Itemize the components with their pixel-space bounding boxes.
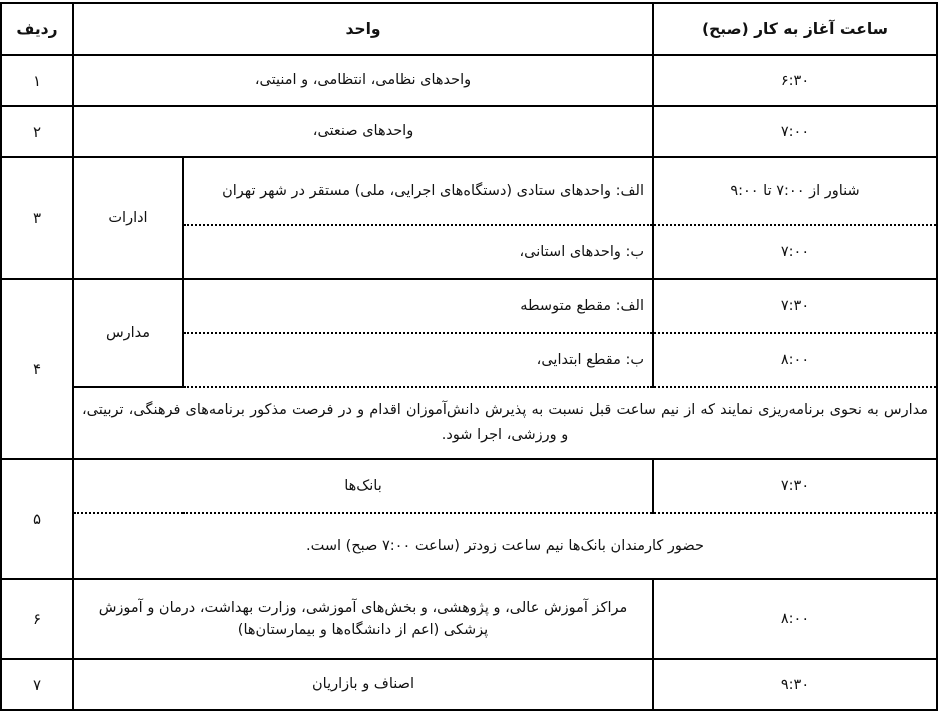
cell-unit-group: ادارات: [73, 157, 183, 279]
work-start-time-table: [0, 2, 938, 711]
cell-row-no: ۱: [1, 55, 73, 106]
table-row: [1, 659, 937, 710]
cell-unit: ب: مقطع ابتدایی،: [183, 333, 653, 387]
cell-banks-note: حضور کارمندان بانک‌ها نیم ساعت زودتر (ساعت ۷:۰۰ صبح) است.: [73, 513, 937, 579]
cell-unit: ب: واحدهای استانی،: [183, 225, 653, 279]
cell-start-time: ۹:۳۰: [653, 659, 937, 710]
cell-unit: مراکز آموزش عالی، و پژوهشی، و بخش‌های آموزشی، وزارت بهداشت، درمان و آموزش پزشکی (اعم از دانشگاه‌ها و بیمارستان‌ها): [73, 579, 653, 659]
cell-unit: الف: واحدهای ستادی (دستگاه‌های اجرایی، ملی) مستقر در شهر تهران: [183, 157, 653, 225]
table-row: [1, 459, 937, 513]
header-row-no: ردیف: [1, 3, 73, 55]
table-header: [1, 3, 937, 55]
cell-start-time: ۸:۰۰: [653, 333, 937, 387]
table-row: [1, 157, 937, 225]
cell-row-no: ۷: [1, 659, 73, 710]
cell-row-no: ۳: [1, 157, 73, 279]
cell-start-time: ۷:۰۰: [653, 225, 937, 279]
cell-start-time: ۸:۰۰: [653, 579, 937, 659]
header-unit: واحد: [73, 3, 653, 55]
table-row: [1, 279, 937, 333]
cell-unit: واحدهای نظامی، انتظامی، و امنیتی،: [73, 55, 653, 106]
table-body: [1, 55, 937, 710]
cell-row-no: ۴: [1, 279, 73, 459]
cell-start-time: ۷:۳۰: [653, 459, 937, 513]
cell-unit: بانک‌ها: [73, 459, 653, 513]
cell-unit: واحدهای صنعتی،: [73, 106, 653, 157]
cell-unit: اصناف و بازاریان: [73, 659, 653, 710]
table-note-row: [1, 513, 937, 579]
header-row: [1, 3, 937, 55]
cell-start-time: ۷:۳۰: [653, 279, 937, 333]
header-start-time: ساعت آغاز به کار (صبح): [653, 3, 937, 55]
cell-unit-group: مدارس: [73, 279, 183, 387]
table-row: [1, 579, 937, 659]
cell-start-time: ۶:۳۰: [653, 55, 937, 106]
cell-row-no: ۲: [1, 106, 73, 157]
table-row: [1, 55, 937, 106]
cell-start-time: ۷:۰۰: [653, 106, 937, 157]
table-note-row: [1, 387, 937, 459]
cell-unit: الف: مقطع متوسطه: [183, 279, 653, 333]
cell-row-no: ۶: [1, 579, 73, 659]
table-row: [1, 106, 937, 157]
cell-start-time: شناور از ۷:۰۰ تا ۹:۰۰: [653, 157, 937, 225]
cell-row-no: ۵: [1, 459, 73, 579]
schedule-table-page: [0, 2, 940, 694]
cell-schools-note: مدارس به نحوی برنامه‌ریزی نمایند که از نیم ساعت قبل نسبت به پذیرش دانش‌آموزان اقدام و در فرصت مذکور برنامه‌های فرهنگی، تربیتی، و ورزشی، اجرا شود.: [73, 387, 937, 459]
